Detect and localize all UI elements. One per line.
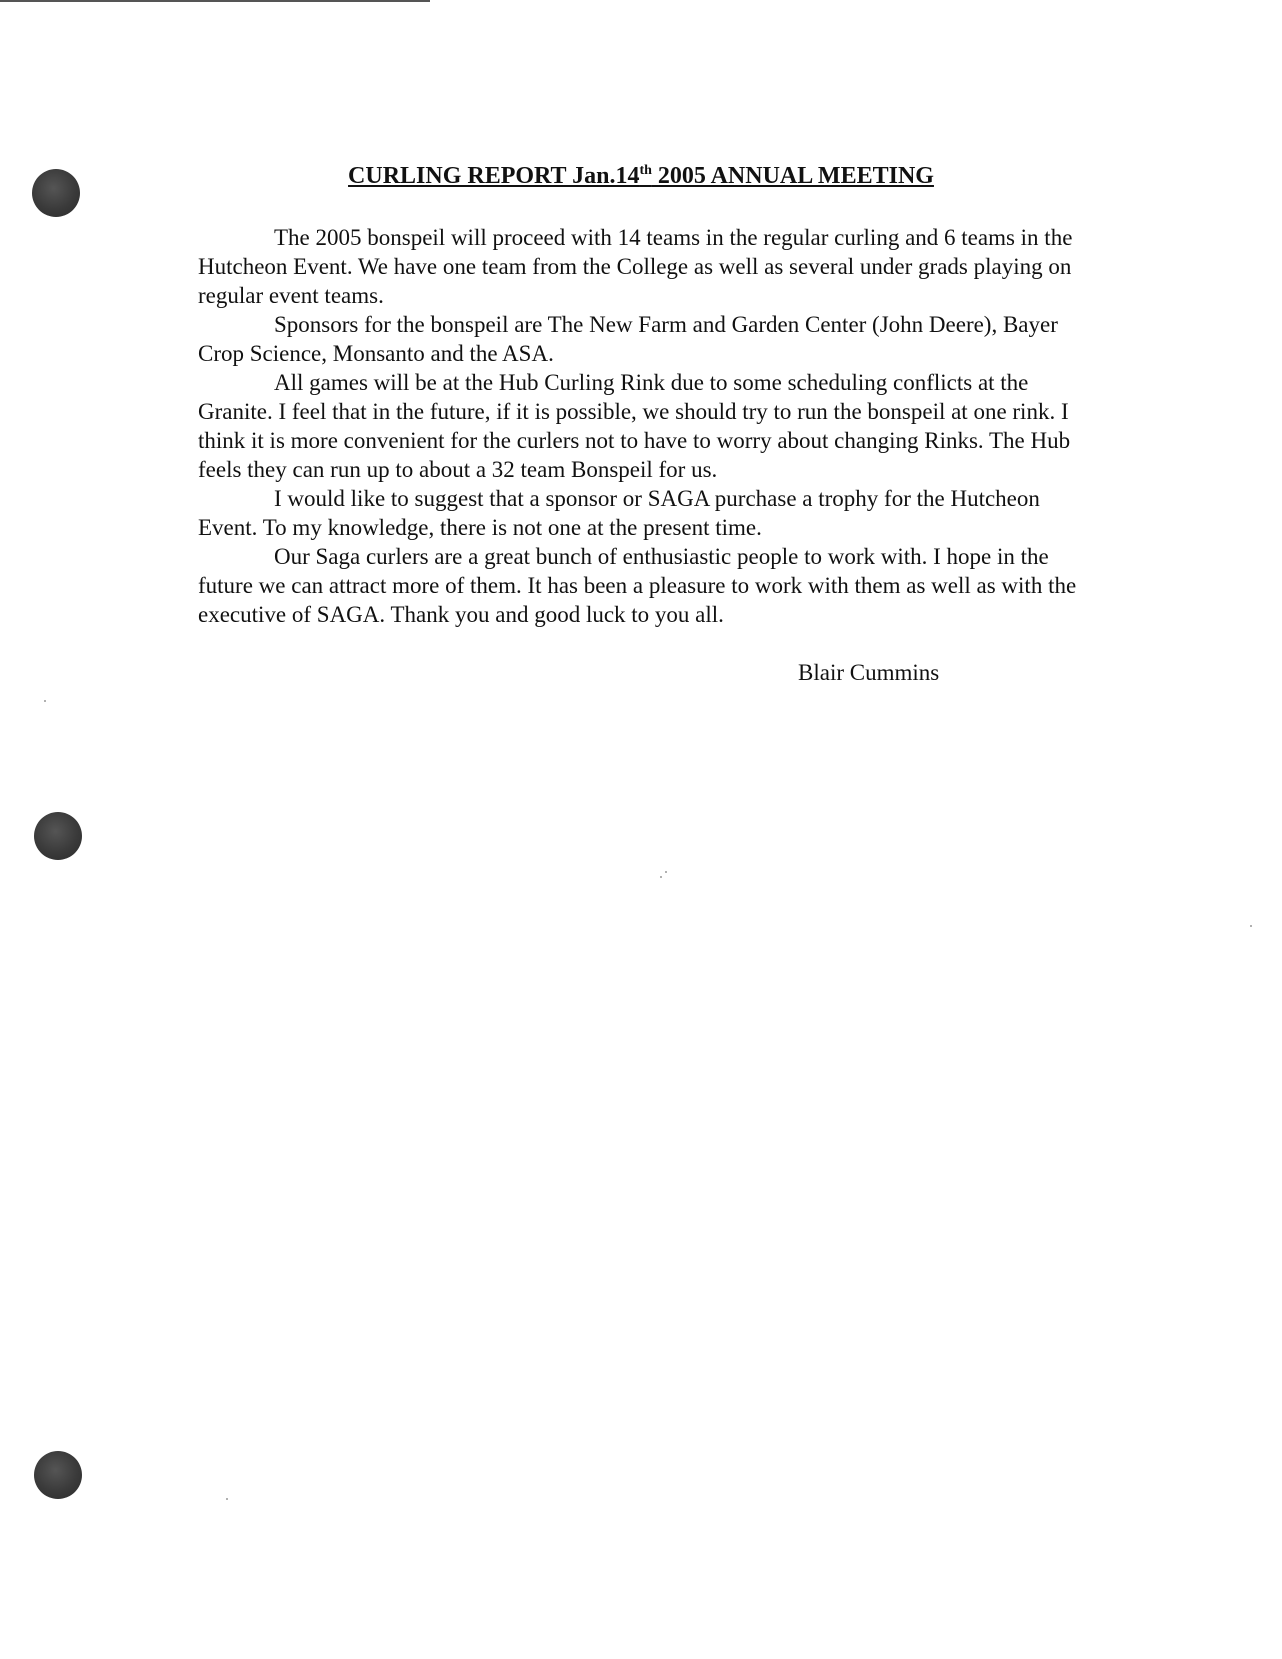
title-ordinal-suffix: th	[639, 163, 652, 178]
scan-speck	[226, 1498, 228, 1500]
punch-hole	[34, 1451, 82, 1499]
report-body	[198, 223, 1098, 629]
paragraph-sponsors: Sponsors for the bonspeil are The New Farm and Garden Center (John Deere), Bayer Crop Science, Monsanto and the ASA.	[198, 312, 1058, 366]
title-suffix: 2005 ANNUAL MEETING	[651, 163, 934, 189]
paragraph-closing: Our Saga curlers are a great bunch of enthusiastic people to work with. I hope in the future we can attract more of them. It has been a pleasure to work with them as well as with the executive of SAGA. Thank you and good luck to you all.	[198, 544, 1077, 627]
scan-speck	[665, 871, 667, 873]
signature: Blair Cummins	[798, 660, 940, 685]
scan-speck	[44, 700, 46, 702]
scan-speck	[1250, 925, 1252, 927]
paragraph-venue: All games will be at the Hub Curling Rink due to some scheduling conflicts at the Granite. I feel that in the future, if it is possible, we should try to run the bonspeil at one rink. I think it is more convenient for the curlers not to have to worry about changing Rinks. The Hub feels they can run up to about a 32 team Bonspeil for us.	[198, 370, 1071, 482]
scan-top-edge	[0, 0, 430, 2]
paragraph-trophy: I would like to suggest that a sponsor or SAGA purchase a trophy for the Hutcheon Event. To my knowledge, there is not one at the present time.	[198, 486, 1040, 540]
page-title	[0, 162, 1282, 190]
scan-speck	[660, 876, 662, 878]
punch-hole	[34, 812, 82, 860]
paragraph-teams: The 2005 bonspeil will proceed with 14 teams in the regular curling and 6 teams in the Hutcheon Event. We have one team from the College as well as several under grads playing on regular event teams.	[198, 225, 1073, 308]
title-prefix: CURLING REPORT Jan.14	[348, 163, 640, 189]
